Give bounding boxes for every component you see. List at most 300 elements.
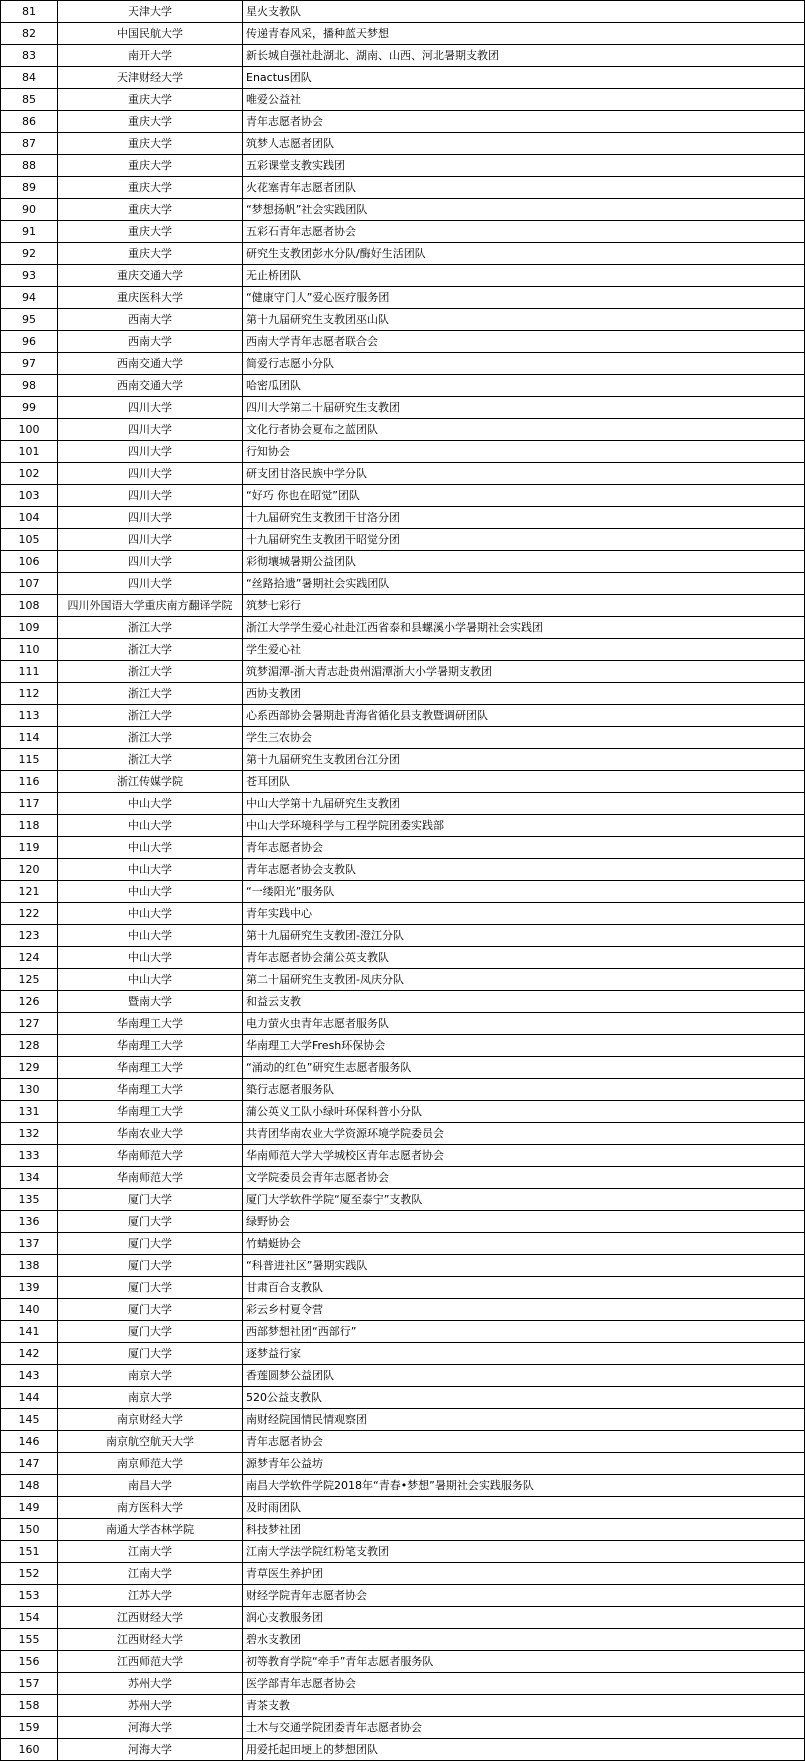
school-name: 南京大学 xyxy=(58,1365,243,1387)
table-row xyxy=(1,1651,805,1673)
table-row xyxy=(1,1123,805,1145)
team-name: 哈密瓜团队 xyxy=(243,375,805,397)
school-name: 江苏大学 xyxy=(58,1585,243,1607)
table-row xyxy=(1,1211,805,1233)
table-row xyxy=(1,639,805,661)
row-number: 85 xyxy=(1,89,58,111)
table-row xyxy=(1,133,805,155)
table-row xyxy=(1,1167,805,1189)
team-name: 中山大学环境科学与工程学院团委实践部 xyxy=(243,815,805,837)
table-row xyxy=(1,1497,805,1519)
table-row xyxy=(1,1453,805,1475)
team-name: 青年志愿者协会 xyxy=(243,1431,805,1453)
school-name: 南开大学 xyxy=(58,45,243,67)
row-number: 121 xyxy=(1,881,58,903)
row-number: 86 xyxy=(1,111,58,133)
school-name: 厦门大学 xyxy=(58,1299,243,1321)
table-row xyxy=(1,551,805,573)
school-name: 西南大学 xyxy=(58,331,243,353)
table-row xyxy=(1,1057,805,1079)
row-number: 119 xyxy=(1,837,58,859)
school-name: 西南大学 xyxy=(58,309,243,331)
table-row xyxy=(1,1475,805,1497)
school-name: 浙江大学 xyxy=(58,617,243,639)
row-number: 158 xyxy=(1,1695,58,1717)
team-name: 520公益支教队 xyxy=(243,1387,805,1409)
row-number: 103 xyxy=(1,485,58,507)
table-row xyxy=(1,67,805,89)
school-name: 中山大学 xyxy=(58,903,243,925)
table-row xyxy=(1,221,805,243)
team-name: “梦想扬帆”社会实践团队 xyxy=(243,199,805,221)
team-name: 十九届研究生支教团干昭觉分团 xyxy=(243,529,805,551)
row-number: 110 xyxy=(1,639,58,661)
row-number: 160 xyxy=(1,1739,58,1761)
table-row xyxy=(1,1343,805,1365)
table-row xyxy=(1,947,805,969)
table-row xyxy=(1,1695,805,1717)
school-name: 江西财经大学 xyxy=(58,1607,243,1629)
table-row xyxy=(1,1321,805,1343)
row-number: 131 xyxy=(1,1101,58,1123)
school-name: 四川大学 xyxy=(58,441,243,463)
table-row xyxy=(1,661,805,683)
team-name: 筑梦人志愿者团队 xyxy=(243,133,805,155)
school-name: 江西财经大学 xyxy=(58,1629,243,1651)
team-name: 火花塞青年志愿者团队 xyxy=(243,177,805,199)
row-number: 114 xyxy=(1,727,58,749)
row-number: 142 xyxy=(1,1343,58,1365)
school-name: 厦门大学 xyxy=(58,1255,243,1277)
school-name: 中山大学 xyxy=(58,947,243,969)
team-name: 十九届研究生支教团干甘洛分团 xyxy=(243,507,805,529)
school-name: 华南理工大学 xyxy=(58,1057,243,1079)
table-row xyxy=(1,1541,805,1563)
team-name: “一缕阳光”服务队 xyxy=(243,881,805,903)
school-name: 华南师范大学 xyxy=(58,1167,243,1189)
table-row xyxy=(1,1035,805,1057)
school-name: 浙江传媒学院 xyxy=(58,771,243,793)
team-name: “好巧 你也在昭觉”团队 xyxy=(243,485,805,507)
school-name: 厦门大学 xyxy=(58,1343,243,1365)
table-row xyxy=(1,199,805,221)
team-name: 彩彻壤城暑期公益团队 xyxy=(243,551,805,573)
team-name: 第十九届研究生支教团-澄江分队 xyxy=(243,925,805,947)
table-row xyxy=(1,23,805,45)
table-row xyxy=(1,683,805,705)
row-number: 122 xyxy=(1,903,58,925)
table-row xyxy=(1,1717,805,1739)
school-name: 中山大学 xyxy=(58,859,243,881)
school-name: 南通大学杏林学院 xyxy=(58,1519,243,1541)
row-number: 97 xyxy=(1,353,58,375)
team-name: 竹蜻蜓协会 xyxy=(243,1233,805,1255)
table-row xyxy=(1,1365,805,1387)
school-name: 重庆医科大学 xyxy=(58,287,243,309)
row-number: 105 xyxy=(1,529,58,551)
school-name: 重庆大学 xyxy=(58,111,243,133)
team-name: 用爱托起田埂上的梦想团队 xyxy=(243,1739,805,1761)
row-number: 155 xyxy=(1,1629,58,1651)
table-row xyxy=(1,1431,805,1453)
table-row xyxy=(1,1673,805,1695)
row-number: 102 xyxy=(1,463,58,485)
team-name: 築行志愿者服务队 xyxy=(243,1079,805,1101)
row-number: 115 xyxy=(1,749,58,771)
row-number: 127 xyxy=(1,1013,58,1035)
row-number: 125 xyxy=(1,969,58,991)
team-name: 简爱行志愿小分队 xyxy=(243,353,805,375)
table-row xyxy=(1,1145,805,1167)
row-number: 89 xyxy=(1,177,58,199)
row-number: 81 xyxy=(1,1,58,23)
row-number: 126 xyxy=(1,991,58,1013)
school-name: 天津大学 xyxy=(58,1,243,23)
team-name: 厦门大学软件学院“厦至泰宁”支教队 xyxy=(243,1189,805,1211)
row-number: 153 xyxy=(1,1585,58,1607)
row-number: 150 xyxy=(1,1519,58,1541)
team-name: 蒲公英义工队小绿叶环保科普小分队 xyxy=(243,1101,805,1123)
team-name: 润心支教服务团 xyxy=(243,1607,805,1629)
row-number: 112 xyxy=(1,683,58,705)
school-name: 江南大学 xyxy=(58,1563,243,1585)
table-row xyxy=(1,925,805,947)
school-name: 四川外国语大学重庆南方翻译学院 xyxy=(58,595,243,617)
table-row xyxy=(1,45,805,67)
team-name: 筑梦湄潭-浙大青志赴贵州湄潭浙大小学暑期支教团 xyxy=(243,661,805,683)
team-name: 碧水支教团 xyxy=(243,1629,805,1651)
table-row xyxy=(1,507,805,529)
team-name: 香莲圆梦公益团队 xyxy=(243,1365,805,1387)
row-number: 132 xyxy=(1,1123,58,1145)
team-name: 第十九届研究生支教团巫山队 xyxy=(243,309,805,331)
team-name: 科技梦社团 xyxy=(243,1519,805,1541)
table-row xyxy=(1,969,805,991)
team-name: 苍耳团队 xyxy=(243,771,805,793)
team-name: 西部梦想社团“西部行” xyxy=(243,1321,805,1343)
table-row xyxy=(1,771,805,793)
school-name: 中国民航大学 xyxy=(58,23,243,45)
school-name: 河海大学 xyxy=(58,1717,243,1739)
row-number: 118 xyxy=(1,815,58,837)
school-name: 中山大学 xyxy=(58,969,243,991)
row-number: 152 xyxy=(1,1563,58,1585)
table-row xyxy=(1,1299,805,1321)
row-number: 124 xyxy=(1,947,58,969)
team-name: 电力萤火虫青年志愿者服务队 xyxy=(243,1013,805,1035)
team-name: 心系西部协会暑期赴青海省循化县支教暨调研团队 xyxy=(243,705,805,727)
table-row xyxy=(1,419,805,441)
row-number: 151 xyxy=(1,1541,58,1563)
row-number: 143 xyxy=(1,1365,58,1387)
school-name: 华南理工大学 xyxy=(58,1079,243,1101)
row-number: 139 xyxy=(1,1277,58,1299)
table-row xyxy=(1,1519,805,1541)
school-name: 四川大学 xyxy=(58,529,243,551)
team-name: 无止桥团队 xyxy=(243,265,805,287)
table-row xyxy=(1,727,805,749)
row-number: 94 xyxy=(1,287,58,309)
team-name: 学生爱心社 xyxy=(243,639,805,661)
team-name: 行知协会 xyxy=(243,441,805,463)
table-row xyxy=(1,837,805,859)
row-number: 109 xyxy=(1,617,58,639)
team-name: 五彩石青年志愿者协会 xyxy=(243,221,805,243)
team-name: 浙江大学学生爱心社赴江西省泰和县螺溪小学暑期社会实践团 xyxy=(243,617,805,639)
row-number: 88 xyxy=(1,155,58,177)
row-number: 82 xyxy=(1,23,58,45)
team-name: “丝路拾遗”暑期社会实践团队 xyxy=(243,573,805,595)
row-number: 90 xyxy=(1,199,58,221)
table-row xyxy=(1,1739,805,1761)
team-name: 华南师范大学大学城校区青年志愿者协会 xyxy=(243,1145,805,1167)
team-name: 彩云乡村夏令营 xyxy=(243,1299,805,1321)
table-body xyxy=(1,1,805,1761)
row-number: 117 xyxy=(1,793,58,815)
team-name: 青草医生养护团 xyxy=(243,1563,805,1585)
table-row xyxy=(1,1409,805,1431)
table-row xyxy=(1,815,805,837)
row-number: 157 xyxy=(1,1673,58,1695)
table-row xyxy=(1,309,805,331)
row-number: 106 xyxy=(1,551,58,573)
school-name: 重庆大学 xyxy=(58,177,243,199)
table-row xyxy=(1,1079,805,1101)
school-name: 浙江大学 xyxy=(58,683,243,705)
team-name: 文学院委员会青年志愿者协会 xyxy=(243,1167,805,1189)
school-name: 苏州大学 xyxy=(58,1673,243,1695)
school-name: 河海大学 xyxy=(58,1739,243,1761)
row-number: 154 xyxy=(1,1607,58,1629)
team-name: 江南大学法学院红粉笔支教团 xyxy=(243,1541,805,1563)
school-name: 暨南大学 xyxy=(58,991,243,1013)
team-name: 甘肃百合支教队 xyxy=(243,1277,805,1299)
school-name: 重庆交通大学 xyxy=(58,265,243,287)
school-name: 南方医科大学 xyxy=(58,1497,243,1519)
school-name: 浙江大学 xyxy=(58,705,243,727)
table-row xyxy=(1,1387,805,1409)
school-name: 浙江大学 xyxy=(58,727,243,749)
team-name: 第十九届研究生支教团台江分团 xyxy=(243,749,805,771)
school-name: 苏州大学 xyxy=(58,1695,243,1717)
row-number: 130 xyxy=(1,1079,58,1101)
table-row xyxy=(1,1013,805,1035)
table-row xyxy=(1,617,805,639)
table-row xyxy=(1,1629,805,1651)
team-name: 青年志愿者协会 xyxy=(243,837,805,859)
team-name: 新长城自强社赴湖北、湖南、山西、河北暑期支教团 xyxy=(243,45,805,67)
school-name: 华南理工大学 xyxy=(58,1013,243,1035)
team-name: 医学部青年志愿者协会 xyxy=(243,1673,805,1695)
team-name: 研究生支教团彭水分队/酶好生活团队 xyxy=(243,243,805,265)
row-number: 147 xyxy=(1,1453,58,1475)
team-name: 及时雨团队 xyxy=(243,1497,805,1519)
team-name: 唯爱公益社 xyxy=(243,89,805,111)
school-name: 重庆大学 xyxy=(58,199,243,221)
school-name: 四川大学 xyxy=(58,397,243,419)
row-number: 120 xyxy=(1,859,58,881)
row-number: 111 xyxy=(1,661,58,683)
table-row xyxy=(1,155,805,177)
team-name: 中山大学第十九届研究生支教团 xyxy=(243,793,805,815)
row-number: 140 xyxy=(1,1299,58,1321)
table-row xyxy=(1,573,805,595)
school-name: 重庆大学 xyxy=(58,221,243,243)
table-row xyxy=(1,243,805,265)
team-name: 南昌大学软件学院2018年“青春•梦想”暑期社会实践服务队 xyxy=(243,1475,805,1497)
team-name: 土木与交通学院团委青年志愿者协会 xyxy=(243,1717,805,1739)
row-number: 113 xyxy=(1,705,58,727)
table-row xyxy=(1,881,805,903)
school-name: 南京财经大学 xyxy=(58,1409,243,1431)
team-name: “科普进社区”暑期实践队 xyxy=(243,1255,805,1277)
row-number: 87 xyxy=(1,133,58,155)
team-name: 财经学院青年志愿者协会 xyxy=(243,1585,805,1607)
row-number: 159 xyxy=(1,1717,58,1739)
school-name: 重庆大学 xyxy=(58,89,243,111)
team-name: “健康守门人”爱心医疗服务团 xyxy=(243,287,805,309)
team-name: 文化行者协会夏布之蓝团队 xyxy=(243,419,805,441)
school-name: 浙江大学 xyxy=(58,749,243,771)
table-row xyxy=(1,1189,805,1211)
school-name: 中山大学 xyxy=(58,925,243,947)
team-name: 学生三农协会 xyxy=(243,727,805,749)
team-name: 青茶支教 xyxy=(243,1695,805,1717)
school-name: 重庆大学 xyxy=(58,243,243,265)
row-number: 96 xyxy=(1,331,58,353)
school-name: 四川大学 xyxy=(58,419,243,441)
row-number: 135 xyxy=(1,1189,58,1211)
school-name: 华南理工大学 xyxy=(58,1101,243,1123)
table-row xyxy=(1,859,805,881)
table-row xyxy=(1,705,805,727)
table-row xyxy=(1,441,805,463)
table-row xyxy=(1,595,805,617)
team-name: 绿野协会 xyxy=(243,1211,805,1233)
row-number: 91 xyxy=(1,221,58,243)
row-number: 84 xyxy=(1,67,58,89)
row-number: 148 xyxy=(1,1475,58,1497)
school-name: 重庆大学 xyxy=(58,155,243,177)
school-name: 浙江大学 xyxy=(58,661,243,683)
table-row xyxy=(1,177,805,199)
row-number: 137 xyxy=(1,1233,58,1255)
table-row xyxy=(1,375,805,397)
team-name: 初等教育学院“牵手”青年志愿者服务队 xyxy=(243,1651,805,1673)
table-row xyxy=(1,1233,805,1255)
table-row xyxy=(1,463,805,485)
table-row xyxy=(1,287,805,309)
school-name: 南京大学 xyxy=(58,1387,243,1409)
school-name: 西南交通大学 xyxy=(58,375,243,397)
school-name: 浙江大学 xyxy=(58,639,243,661)
table-row xyxy=(1,1563,805,1585)
school-name: 南京航空航天大学 xyxy=(58,1431,243,1453)
team-name: Enactus团队 xyxy=(243,67,805,89)
school-name: 华南农业大学 xyxy=(58,1123,243,1145)
table-row xyxy=(1,529,805,551)
school-name: 江南大学 xyxy=(58,1541,243,1563)
team-name: 筑梦七彩行 xyxy=(243,595,805,617)
row-number: 108 xyxy=(1,595,58,617)
table-row xyxy=(1,1277,805,1299)
team-name: 第二十届研究生支教团-凤庆分队 xyxy=(243,969,805,991)
school-name: 四川大学 xyxy=(58,485,243,507)
team-name: “涌动的红色”研究生志愿者服务队 xyxy=(243,1057,805,1079)
table-row xyxy=(1,1585,805,1607)
table-row xyxy=(1,485,805,507)
school-name: 厦门大学 xyxy=(58,1321,243,1343)
team-name: 逐梦益行家 xyxy=(243,1343,805,1365)
table-row xyxy=(1,1,805,23)
row-number: 92 xyxy=(1,243,58,265)
school-name: 西南交通大学 xyxy=(58,353,243,375)
row-number: 101 xyxy=(1,441,58,463)
row-number: 116 xyxy=(1,771,58,793)
row-number: 133 xyxy=(1,1145,58,1167)
row-number: 136 xyxy=(1,1211,58,1233)
row-number: 95 xyxy=(1,309,58,331)
row-number: 100 xyxy=(1,419,58,441)
table-row xyxy=(1,749,805,771)
row-number: 93 xyxy=(1,265,58,287)
team-name: 青年志愿者协会 xyxy=(243,111,805,133)
table-row xyxy=(1,991,805,1013)
school-name: 中山大学 xyxy=(58,837,243,859)
table-row xyxy=(1,1607,805,1629)
row-number: 134 xyxy=(1,1167,58,1189)
school-name: 厦门大学 xyxy=(58,1233,243,1255)
team-name: 青年志愿者协会支教队 xyxy=(243,859,805,881)
school-name: 四川大学 xyxy=(58,463,243,485)
team-name: 四川大学第二十届研究生支教团 xyxy=(243,397,805,419)
school-name: 厦门大学 xyxy=(58,1277,243,1299)
team-name: 青年实践中心 xyxy=(243,903,805,925)
school-name: 厦门大学 xyxy=(58,1211,243,1233)
team-name: 华南理工大学Fresh环保协会 xyxy=(243,1035,805,1057)
row-number: 141 xyxy=(1,1321,58,1343)
row-number: 156 xyxy=(1,1651,58,1673)
team-name: 南财经院国情民情观察团 xyxy=(243,1409,805,1431)
school-name: 南昌大学 xyxy=(58,1475,243,1497)
team-name: 五彩课堂支教实践团 xyxy=(243,155,805,177)
table-row xyxy=(1,397,805,419)
table-row xyxy=(1,111,805,133)
team-name: 研支团甘洛民族中学分队 xyxy=(243,463,805,485)
table-row xyxy=(1,265,805,287)
row-number: 149 xyxy=(1,1497,58,1519)
team-name: 西南大学青年志愿者联合会 xyxy=(243,331,805,353)
school-name: 中山大学 xyxy=(58,815,243,837)
row-number: 145 xyxy=(1,1409,58,1431)
table-row xyxy=(1,793,805,815)
team-name: 星火支教队 xyxy=(243,1,805,23)
school-name: 四川大学 xyxy=(58,551,243,573)
table-row xyxy=(1,353,805,375)
row-number: 128 xyxy=(1,1035,58,1057)
row-number: 123 xyxy=(1,925,58,947)
team-name: 和益云支教 xyxy=(243,991,805,1013)
row-number: 83 xyxy=(1,45,58,67)
team-name: 传递青春风采，播种蓝天梦想 xyxy=(243,23,805,45)
school-name: 天津财经大学 xyxy=(58,67,243,89)
school-name: 四川大学 xyxy=(58,507,243,529)
team-name: 源梦青年公益坊 xyxy=(243,1453,805,1475)
team-name: 西协支教团 xyxy=(243,683,805,705)
row-number: 99 xyxy=(1,397,58,419)
table-row xyxy=(1,89,805,111)
team-name: 共青团华南农业大学资源环境学院委员会 xyxy=(243,1123,805,1145)
